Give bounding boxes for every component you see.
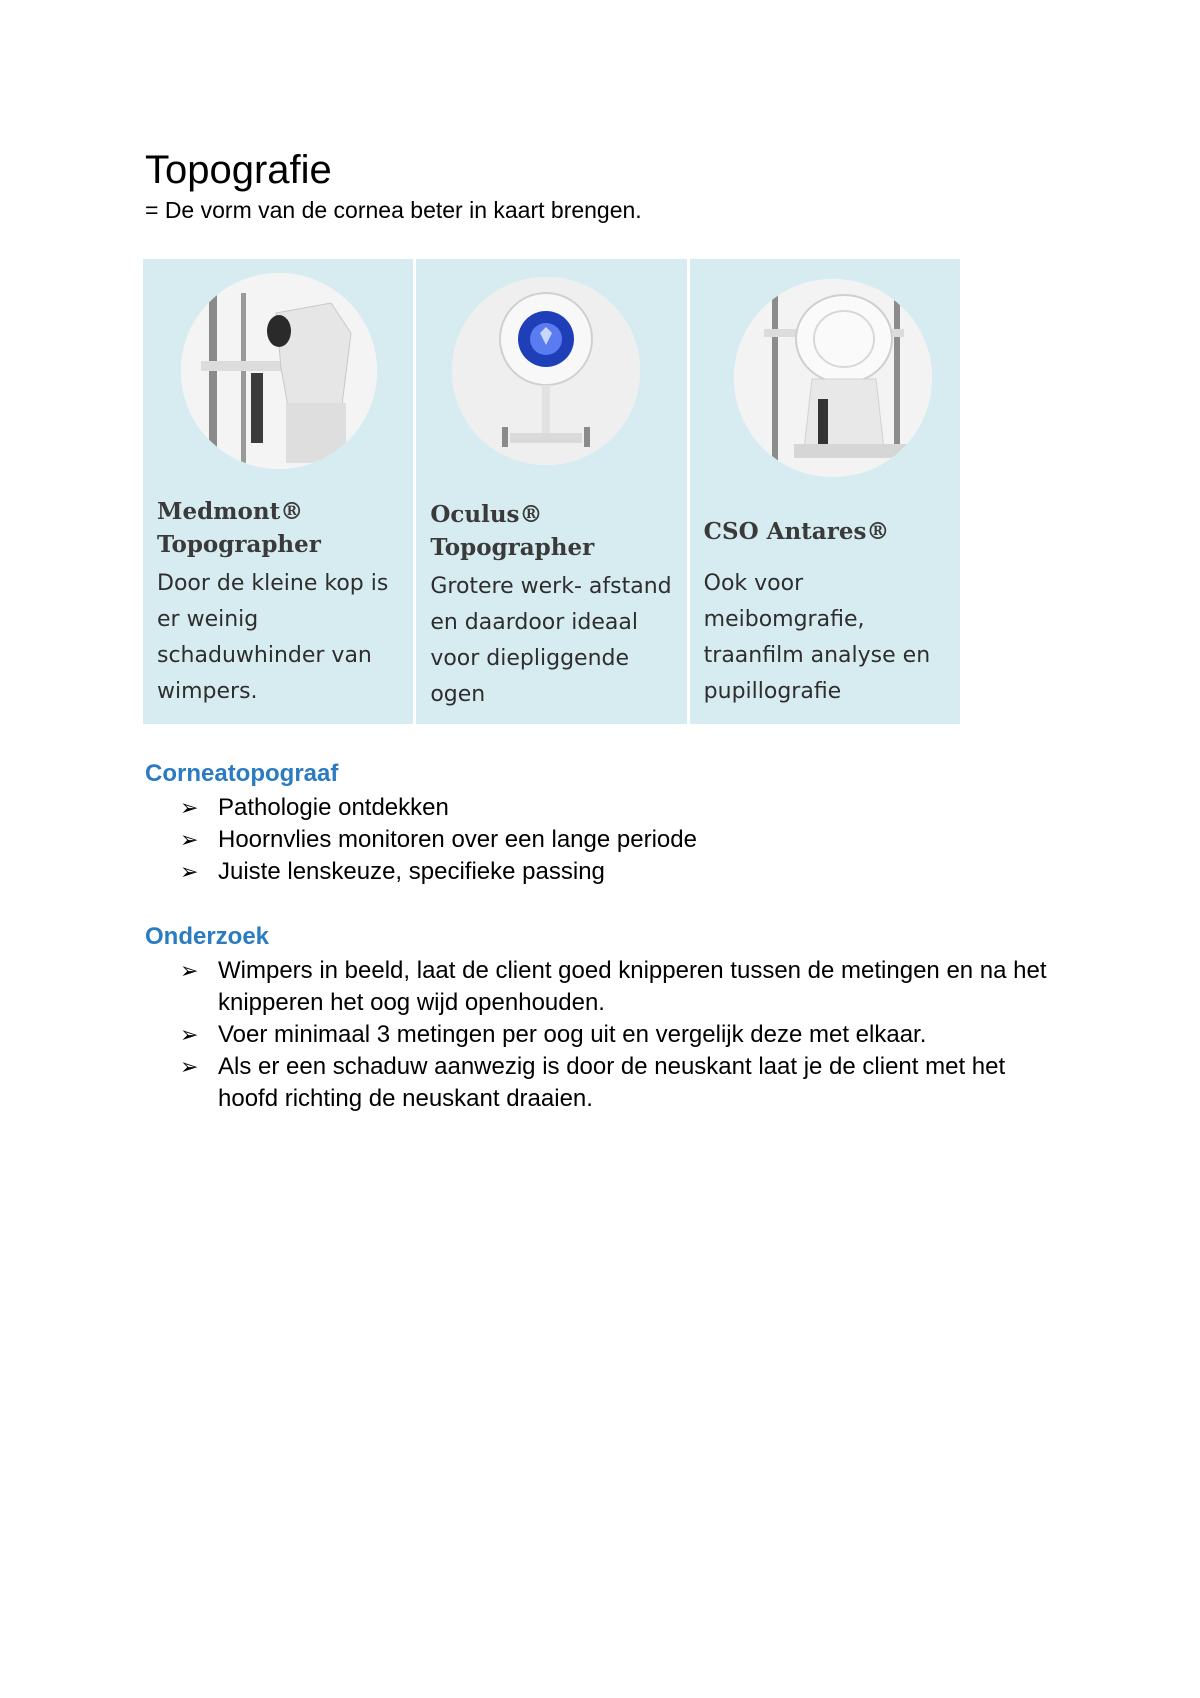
arrow-bullet-icon: ➢ — [180, 1022, 199, 1047]
list-item-text: Wimpers in beeld, laat de client goed knipperen tussen de metingen en na het knipperen het oog wijd openhouden. — [218, 957, 1047, 1016]
panel-cso-antares-title-line1: CSO Antares® — [703, 518, 890, 545]
list-item — [180, 824, 1080, 856]
page-subtitle: = De vorm van de cornea beter in kaart brengen. — [145, 197, 642, 223]
panel-oculus-title-line1: Oculus® — [430, 501, 543, 528]
cso-antares-device-image — [734, 279, 932, 477]
list-item — [180, 955, 1060, 1019]
list-item-text: Als er een schaduw aanwezig is door de neuskant laat je de client met het hoofd richting de neuskant draaien. — [218, 1053, 1006, 1112]
panel-cso-antares — [690, 259, 960, 724]
list-item — [180, 1051, 1060, 1115]
panel-cso-antares-title — [704, 515, 890, 548]
arrow-bullet-icon: ➢ — [180, 958, 199, 983]
arrow-bullet-icon: ➢ — [180, 827, 199, 852]
list-item-text: Pathologie ontdekken — [218, 794, 449, 821]
list-item — [180, 792, 1080, 824]
panel-oculus-title — [430, 498, 594, 564]
list-item — [180, 1019, 1060, 1051]
list-item-text: Voer minimaal 3 metingen per oog uit en vergelijk deze met elkaar. — [218, 1021, 927, 1048]
panel-oculus — [416, 259, 686, 724]
arrow-bullet-icon: ➢ — [180, 1054, 199, 1079]
panel-medmont — [143, 259, 413, 724]
section-heading-corneatopograaf: Corneatopograaf — [145, 760, 339, 787]
panel-medmont-title-line2: Topographer — [157, 531, 321, 558]
panel-oculus-description: Grotere werk- afstand en daardoor ideaal voor diepliggende ogen — [430, 574, 672, 707]
topographer-figure — [143, 259, 960, 724]
section-heading-onderzoek: Onderzoek — [145, 923, 270, 950]
list-item-text: Juiste lenskeuze, specifieke passing — [218, 858, 605, 885]
oculus-device-image — [452, 277, 640, 465]
list-item — [180, 856, 1080, 888]
panel-medmont-description: Door de kleine kop is er weinig schaduwhinder van wimpers. — [157, 571, 389, 704]
panel-medmont-title — [157, 495, 321, 561]
page-title: Topografie — [145, 148, 332, 192]
panel-medmont-title-line1: Medmont® — [157, 498, 304, 525]
arrow-bullet-icon: ➢ — [180, 795, 199, 820]
panel-oculus-title-line2: Topographer — [430, 534, 595, 561]
onderzoek-list — [180, 955, 1060, 1115]
medmont-device-image — [181, 273, 377, 469]
panel-cso-antares-description: Ook voor meibomgrafie, traanfilm analyse en pupillografie — [703, 571, 931, 704]
list-item-text: Hoornvlies monitoren over een lange periode — [218, 826, 697, 853]
arrow-bullet-icon: ➢ — [180, 859, 199, 884]
corneatopograaf-list — [180, 792, 1080, 888]
